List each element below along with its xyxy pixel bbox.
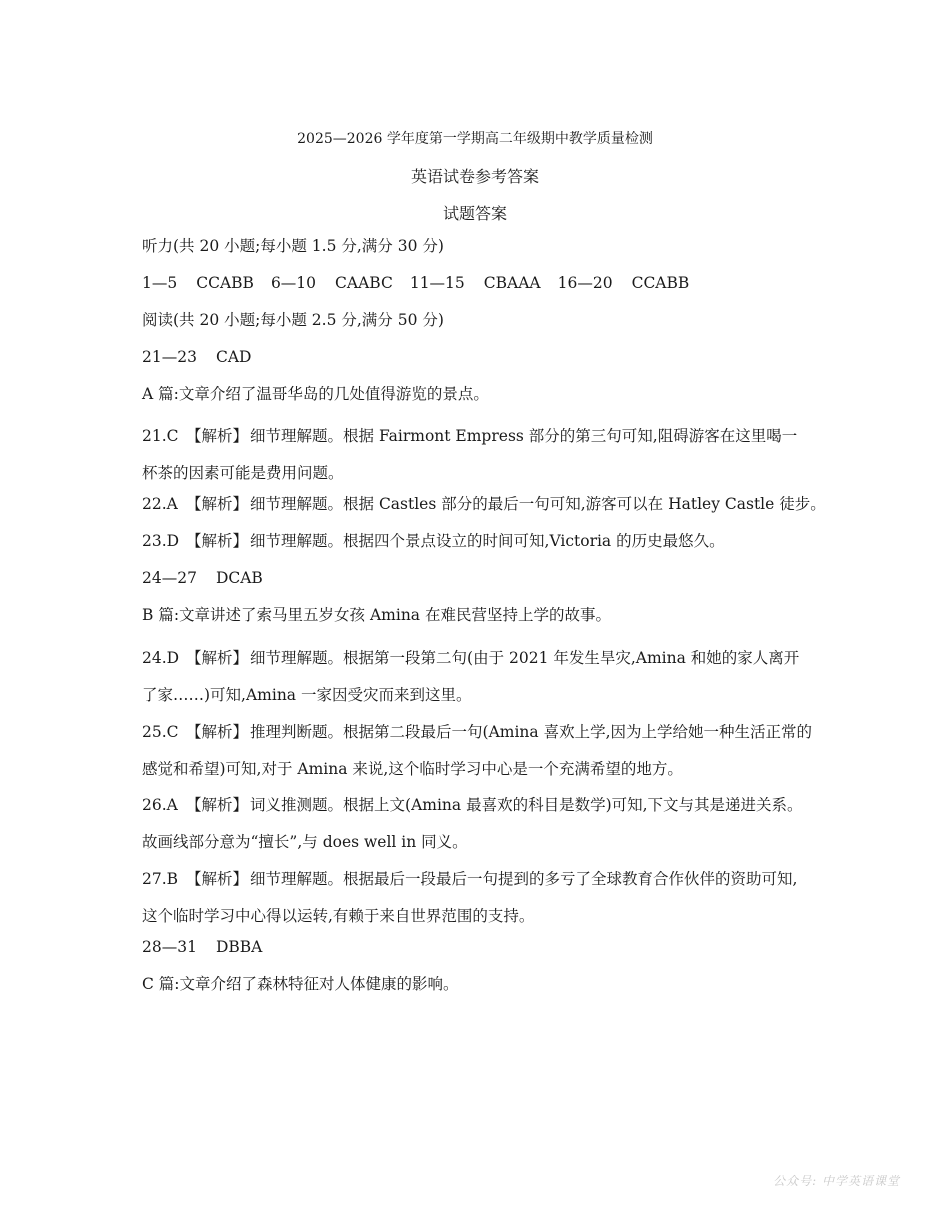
section-title: 试题答案 <box>442 204 507 223</box>
answer-range: 21—23 <box>142 347 197 366</box>
answer-key: CAABC <box>335 273 393 292</box>
question-explanation <box>142 787 807 861</box>
explanation-text: 细节理解题。根据第一段第二句(由于 2021 年发生旱灾,Amina 和她的家人离开了家……)可知,Amina 一家因受灾而来到这里。 <box>142 648 800 704</box>
explanation-text: 细节理解题。根据四个景点设立的时间可知,Victoria 的历史最悠久。 <box>250 532 725 551</box>
question-number: 27.B <box>142 870 179 889</box>
answer-range: 28—31 <box>142 938 197 957</box>
analysis-tag: 【解析】 <box>186 648 249 667</box>
question-explanation <box>142 640 807 714</box>
answer-key: DBBA <box>215 938 263 957</box>
group-answers <box>142 345 832 382</box>
question-number: 21.C <box>142 427 179 446</box>
question-number: 24.D <box>142 648 180 667</box>
group-answers <box>142 566 832 603</box>
answer-range: 24—27 <box>142 569 197 588</box>
group-answers <box>142 935 832 972</box>
answer-key: DCAB <box>215 569 263 588</box>
passage-summary: A 篇:文章介绍了温哥华岛的几处值得游览的景点。 <box>142 384 489 403</box>
subject-title: 英语试卷参考答案 <box>410 167 539 186</box>
analysis-tag: 【解析】 <box>186 796 249 815</box>
listening-heading: 听力(共 20 小题;每小题 1.5 分,满分 30 分) <box>142 237 444 255</box>
explanation-text: 细节理解题。根据最后一段最后一句提到的多亏了全球教育合作伙伴的资助可知,这个临时学习中心得以运转,有赖于来自世界范围的支持。 <box>142 870 798 926</box>
answer-key: CBAAA <box>483 273 541 292</box>
answer-range: 16—20 <box>557 273 613 292</box>
analysis-tag: 【解析】 <box>186 722 249 741</box>
question-number: 23.D <box>142 532 180 551</box>
listening-answers <box>142 271 832 308</box>
analysis-tag: 【解析】 <box>186 870 249 889</box>
answer-key: CAD <box>215 347 252 366</box>
question-number: 26.A <box>142 796 178 815</box>
question-explanation <box>142 714 812 788</box>
answer-range: 11—15 <box>409 273 465 292</box>
answer-content <box>142 234 832 1009</box>
question-explanation <box>142 861 807 935</box>
reading-heading: 阅读(共 20 小题;每小题 2.5 分,满分 50 分) <box>142 310 444 329</box>
question-number: 25.C <box>142 722 179 741</box>
answer-range: 6—10 <box>270 273 317 292</box>
explanation-text: 细节理解题。根据 Castles 部分的最后一句可知,游客可以在 Hatley Castle 徒步。 <box>250 495 826 514</box>
question-explanation <box>142 529 832 566</box>
explanation-text: 细节理解题。根据 Fairmont Empress 部分的第三句可知,阻碍游客在这里喝一杯茶的因素可能是费用问题。 <box>142 427 798 483</box>
analysis-tag: 【解析】 <box>186 495 249 514</box>
answer-key: CCABB <box>196 273 254 292</box>
analysis-tag: 【解析】 <box>186 532 249 551</box>
explanation-text: 词义推测题。根据上文(Amina 最喜欢的科目是数学)可知,下文与其是递进关系。故画线部分意为“擅长”,与 does well in 同义。 <box>142 796 803 852</box>
question-explanation <box>142 492 832 529</box>
answer-range: 1—5 <box>142 273 178 292</box>
exam-title: 2025—2026 学年度第一学期高二年级期中教学质量检测 <box>297 131 653 147</box>
question-number: 22.A <box>142 495 178 514</box>
analysis-tag: 【解析】 <box>186 427 249 446</box>
question-explanation <box>142 418 807 492</box>
passage-summary: C 篇:文章介绍了森林特征对人体健康的影响。 <box>142 974 459 993</box>
explanation-text: 推理判断题。根据第二段最后一句(Amina 喜欢上学,因为上学给她一种生活正常的感觉和希望)可知,对于 Amina 来说,这个临时学习中心是一个充满希望的地方。 <box>142 722 812 778</box>
passage-summary: B 篇:文章讲述了索马里五岁女孩 Amina 在难民营坚持上学的故事。 <box>142 605 611 624</box>
watermark-text: 公众号: 中学英语课堂 <box>773 1174 900 1188</box>
answer-key: CCABB <box>631 273 690 292</box>
